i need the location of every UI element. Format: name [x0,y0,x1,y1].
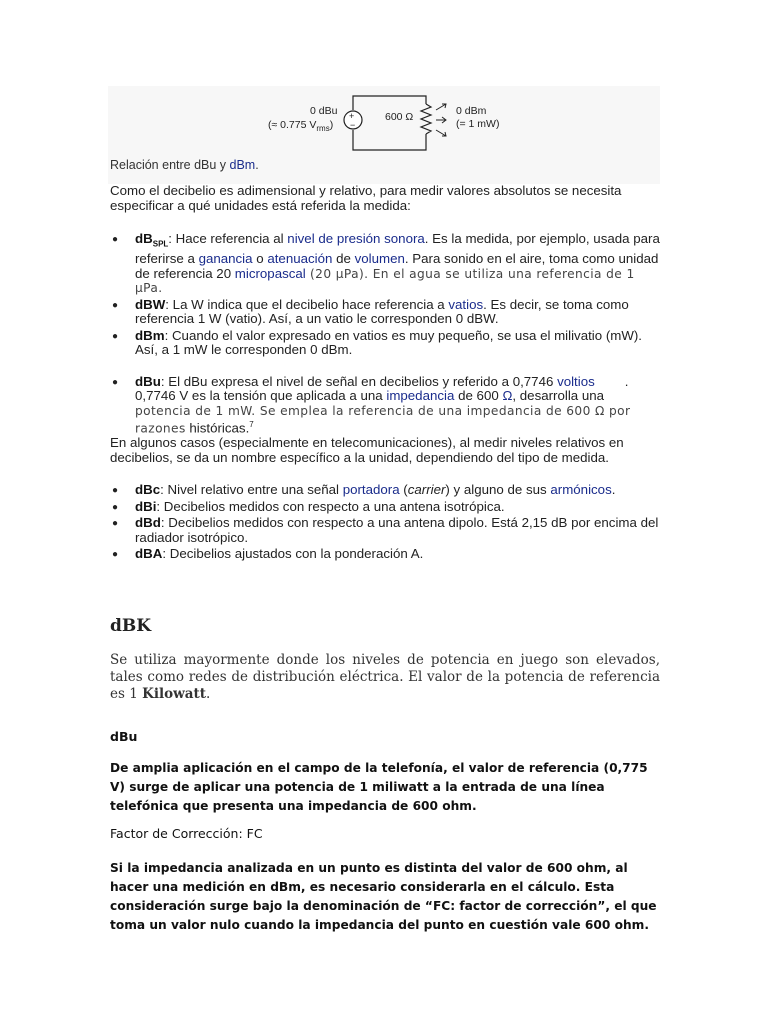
dbk-paragraph: Se utiliza mayormente donde los niveles de potencia en juego son elevados, tales como redes de distribución eléctrica. El valor de la potencia de referencia es 1 Kilowatt. [110,652,660,702]
list-item-dbw: ● dBW: La W indica que el decibelio hace referencia a vatios. Es decir, se toma como referencia 1 W (vatio). Así, a un vatio le corresponden 0 dBW. [112,296,629,327]
link-portadora[interactable]: portadora [342,482,400,497]
svg-text:−: − [350,120,356,130]
resistor-icon [421,104,431,134]
list-item-dbi: ● dBi: Decibelios medidos con respecto a una antena isotrópica. [112,498,505,514]
fc-paragraph: Si la impedancia analizada en un punto es distinta del valor de 600 ohm, al hacer una medición en dBm, es necesario considerarla en el cálculo. Esta consideración surge bajo la denominación de “FC: factor de corrección”, el que toma un valor nulo cuando la impedancia del punto en cuestión vale 600 ohm. [110,861,657,932]
link-vatios[interactable]: vatios [448,296,484,312]
term-dbm: dBm [135,327,165,343]
power-arrows-icon [436,104,446,136]
circuit-figure [108,86,660,184]
link-ohm[interactable]: Ω [502,388,513,404]
term-dbspl: $dB_{SPL}$ [135,231,169,249]
list-item-dbu: ● dBu: El dBu expresa el nivel de señal en decibelios y referido a 0,7746 voltios . 0,7746 V es la tensión que aplicada a una impedancia de 600 Ω, desarrolla una potencia de 1 mW. Se emplea la referencia de una impedancia de 600 Ω por razones históricas.$^7$ [112,373,631,436]
dbu-paragraph: De amplia aplicación en el campo de la telefonía, el valor de referencia (0,775 V) surge de aplicar una potencia de 1 miliwatt a la entrada de una línea telefónica que presenta una impedancia de 600 ohm. [110,761,648,813]
term-dbu: dBu [135,373,161,389]
intro-paragraph: Como el decibelio es adimensional y relativo, para medir valores absolutos se necesita especificar a qué unidades está referida la medida: [110,183,622,213]
unit-list [110,232,662,436]
list-item-dbspl: ● $dB_{SPL}$: Hace referencia al nivel de presión sonora. Es la medida, por ejemplo, usada para referirse a ganancia o atenuación de volumen. Para sonido en el aire, toma como unidad de referencia 20 micropascal (20 µPa). En el agua se utiliza una referencia de 1 µPa. [112,231,660,296]
source-sub-label: (≈ 0.775 $V_{rms}$) [268,119,334,133]
term-dbw: dBW [135,296,166,312]
link-impedancia[interactable]: impedancia [386,388,455,404]
list-item-dbc: ● dBc: Nivel relativo entre una señal portadora (carrier) y alguno de sus armónicos. [112,482,616,497]
fc-heading: Factor de Corrección: FC [110,826,263,841]
load-sub-label: (= 1 mW) [456,118,500,130]
link-micropascal[interactable]: micropascal [234,265,306,281]
list-item-dba: ● dBA: Decibelios ajustados con la ponderación A. [112,546,424,561]
resistor-label: 600 Ω [385,111,414,123]
figure-caption: Relación entre dBu y dBm. [110,158,259,172]
circuit-diagram [108,86,660,156]
list-item-dbm: ● dBm: Cuando el valor expresado en vatios es muy pequeño, se usa el milivatio (mW). Así, a 1 mW le corresponden 0 dBm. [112,327,643,358]
link-voltios[interactable]: voltios [557,373,595,389]
link-armonicos[interactable]: armónicos [550,482,612,497]
dbk-heading: dBK [110,616,152,636]
svg-text:+: + [349,111,355,121]
load-label: 0 dBm [456,105,487,117]
dbu-heading: dBu [110,729,138,744]
link-ganancia[interactable]: ganancia [198,251,253,267]
list-item-dbd: ● dBd: Decibelios medidos con respecto a una antena dipolo. Está 2,15 dB por encima del radiador isotrópico. [112,515,659,545]
relative-unit-list [110,483,662,562]
caption-link-dbm[interactable]: dBm [229,158,256,172]
source-label: 0 dBu [310,105,338,117]
link-nivel-presion-sonora[interactable]: nivel de presión sonora [287,231,425,246]
link-volumen[interactable]: volumen [354,251,405,267]
link-atenuacion[interactable]: atenuación [267,251,333,267]
second-paragraph: En algunos casos (especialmente en telecomunicaciones), al medir niveles relativos en decibelios, se da un nombre específico a la unidad, dependiendo del tipo de medida. [110,435,624,465]
